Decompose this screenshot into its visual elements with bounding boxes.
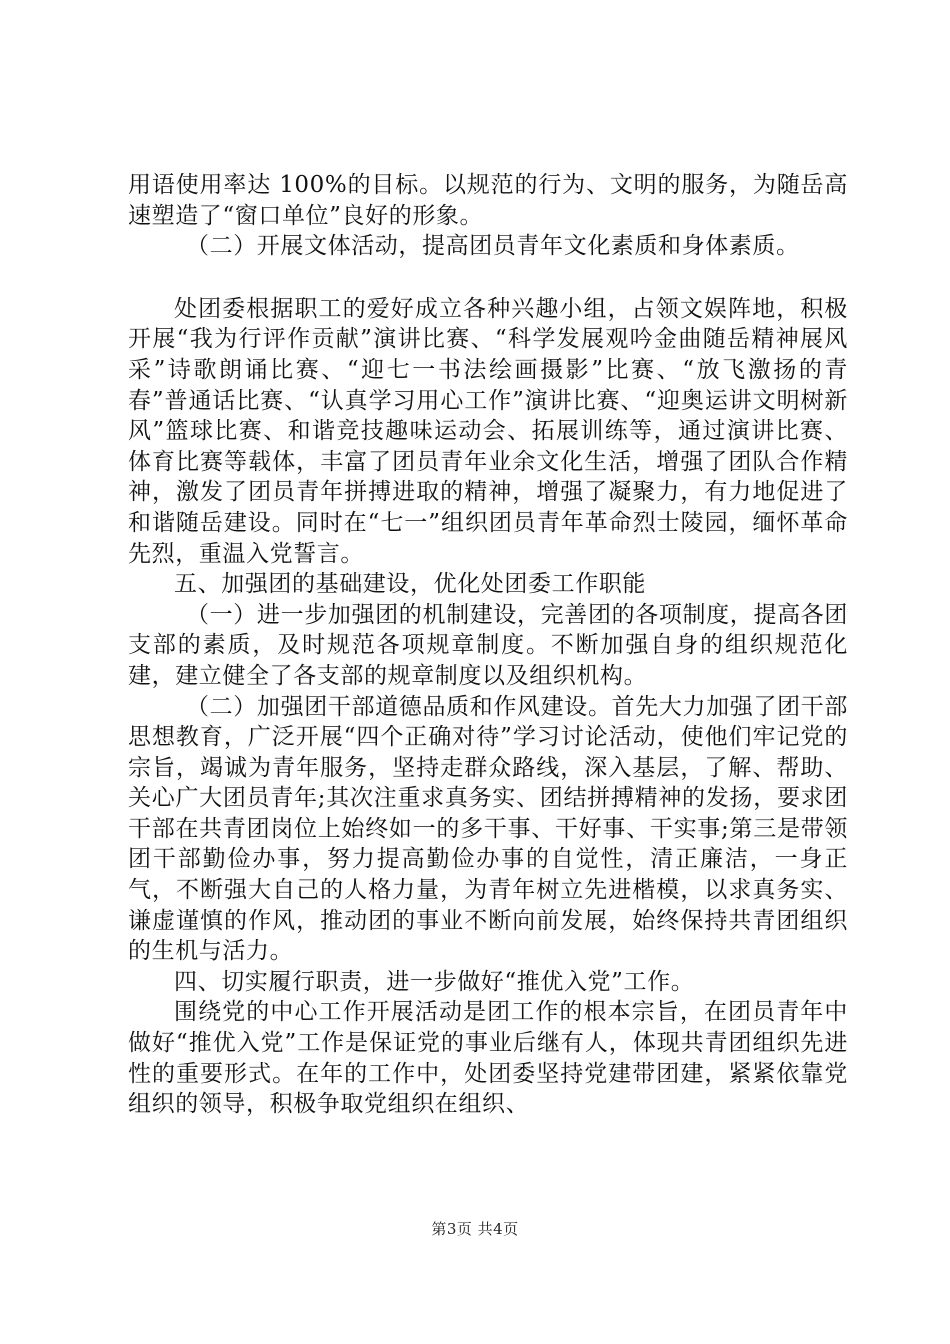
heading-section-four: 四、切实履行职责，进一步做好“推优入党”工作。: [174, 968, 695, 995]
paragraph-mechanism-building: （一）进一步加强团的机制建设，完善团的各项制度，提高各团支部的素质，及时规范各项规章制度。不断加强自身的组织规范化建，建立健全了各支部的规章制度以及组织机构。: [128, 601, 848, 689]
paragraph-service-goal: 用语使用率达 100%的目标。以规范的行为、文明的服务，为随岳高速塑造了“窗口单位”良好的形象。: [128, 172, 848, 229]
subheading-cultural-activities: （二）开展文体活动，提高团员青年文化素质和身体素质。: [186, 233, 800, 260]
paragraph-cadre-building: （二）加强团干部道德品质和作风建设。首先大力加强了团干部思想教育，广泛开展“四个正确对待”学习讨论活动，使他们牢记党的宗旨，竭诚为青年服务，坚持走群众路线，深入基层，了解、帮助、关心广大团员青年;其次注重求真务实、团结拼搏精神的发扬，要求团干部在共青团岗位上始终如一的多干事、干好事、干实事;第三是带领团干部勤俭办事，努力提高勤俭办事的自觉性，清正廉洁，一身正气，不断强大自己的人格力量，为青年树立先进楷模，以求真务实、谦虚谨慎的作风，推动团的事业不断向前发展，始终保持共青团组织的生机与活力。: [128, 693, 848, 965]
paragraph-party-recommendation: 围绕党的中心工作开展活动是团工作的根本宗旨，在团员青年中做好“推优入党”工作是保证党的事业后继有人，体现共青团组织先进性的重要形式。在年的工作中，处团委坚持党建带团建，紧紧依靠党组织的领导，积极争取党组织在组织、: [128, 999, 848, 1118]
document-body: [128, 170, 848, 1120]
paragraph-interest-groups: 处团委根据职工的爱好成立各种兴趣小组，占领文娱阵地，积极开展“我为行评作贡献”演讲比赛、“科学发展观吟金曲随岳精神展风采”诗歌朗诵比赛、“迎七一书法绘画摄影”比赛、“放飞激扬的青春”普通话比赛、“认真学习用心工作”演讲比赛、“迎奥运讲文明树新风”篮球比赛、和谐竞技趣味运动会、拓展训练等，通过演讲比赛、体育比赛等载体，丰富了团员青年业余文化生活，增强了团队合作精神，激发了团员青年拼搏进取的精神，增强了凝聚力，有力地促进了和谐随岳建设。同时在“七一”组织团员青年革命烈士陵园，缅怀革命先烈，重温入党誓言。: [128, 295, 848, 567]
heading-section-five: 五、加强团的基础建设，优化处团委工作职能: [174, 571, 646, 598]
paragraph-gap: [128, 262, 848, 294]
page-footer: 第3页 共4页: [431, 1220, 519, 1238]
